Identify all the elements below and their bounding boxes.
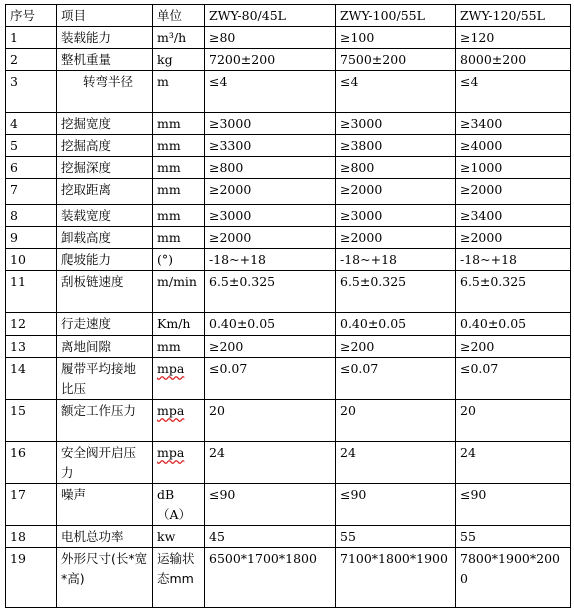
row-no: 6 <box>6 157 57 179</box>
row-unit: mm <box>153 113 205 135</box>
row-item: 离地间隙 <box>57 336 153 358</box>
row-value: 24 <box>205 442 336 484</box>
row-no: 5 <box>6 135 57 157</box>
row-value: ≥1000 <box>456 157 571 179</box>
table-row <box>6 336 571 358</box>
row-item: 刮板链速度 <box>57 271 153 313</box>
row-value: ≤90 <box>336 484 456 526</box>
row-unit: mm <box>153 157 205 179</box>
row-item: 挖掘宽度 <box>57 113 153 135</box>
header-row <box>6 5 571 27</box>
row-value: ≥3800 <box>336 135 456 157</box>
row-value: ≤90 <box>456 484 571 526</box>
table-row <box>6 71 571 113</box>
row-unit: mm <box>153 336 205 358</box>
row-value: ≥2000 <box>205 179 336 205</box>
row-no: 2 <box>6 49 57 71</box>
row-unit: (°) <box>153 249 205 271</box>
table-row <box>6 135 571 157</box>
row-value: 20 <box>456 400 571 442</box>
header-unit: 单位 <box>153 5 205 27</box>
row-unit: m/min <box>153 271 205 313</box>
row-unit: mm <box>153 179 205 205</box>
row-value: ≤0.07 <box>205 358 336 400</box>
row-value: -18~+18 <box>456 249 571 271</box>
row-value: ≥200 <box>205 336 336 358</box>
row-no: 14 <box>6 358 57 400</box>
row-value: 24 <box>456 442 571 484</box>
row-item: 电机总功率 <box>57 526 153 548</box>
row-no: 15 <box>6 400 57 442</box>
row-value: ≥2000 <box>336 179 456 205</box>
header-no: 序号 <box>6 5 57 27</box>
row-value: ≥2000 <box>205 227 336 249</box>
row-value: -18~+18 <box>336 249 456 271</box>
row-value: ≥120 <box>456 27 571 49</box>
row-value: 6.5±0.325 <box>336 271 456 313</box>
row-value: ≤0.07 <box>336 358 456 400</box>
row-value: ≥3400 <box>456 205 571 227</box>
header-model-2: ZWY-100/55L <box>336 5 456 27</box>
table-row <box>6 27 571 49</box>
row-value: ≥2000 <box>456 179 571 205</box>
row-item: 挖取距离 <box>57 179 153 205</box>
table-row <box>6 113 571 135</box>
row-value: -18~+18 <box>205 249 336 271</box>
row-value: ≥3000 <box>205 205 336 227</box>
table-row <box>6 179 571 205</box>
row-no: 7 <box>6 179 57 205</box>
row-value: 7500±200 <box>336 49 456 71</box>
row-no: 13 <box>6 336 57 358</box>
row-value: ≥800 <box>205 157 336 179</box>
row-unit: dB（A） <box>153 484 205 526</box>
table-row <box>6 227 571 249</box>
table-row <box>6 484 571 526</box>
row-unit: 运输状态mm <box>153 548 205 608</box>
unit-text: mpa <box>157 361 185 376</box>
row-unit: kw <box>153 526 205 548</box>
row-value: ≥3000 <box>205 113 336 135</box>
row-value: ≤4 <box>456 71 571 113</box>
row-value: 7800*1900*2000 <box>456 548 571 608</box>
row-no: 4 <box>6 113 57 135</box>
row-unit: mm <box>153 205 205 227</box>
row-value: ≥2000 <box>456 227 571 249</box>
row-value: 6500*1700*1800 <box>205 548 336 608</box>
row-no: 8 <box>6 205 57 227</box>
row-value: 24 <box>336 442 456 484</box>
row-no: 16 <box>6 442 57 484</box>
row-value: ≥200 <box>336 336 456 358</box>
table-row <box>6 205 571 227</box>
row-value: 7200±200 <box>205 49 336 71</box>
row-no: 10 <box>6 249 57 271</box>
table-row <box>6 249 571 271</box>
row-value: 6.5±0.325 <box>456 271 571 313</box>
row-unit: m <box>153 71 205 113</box>
row-unit: m³/h <box>153 27 205 49</box>
row-unit <box>153 400 205 442</box>
row-value: ≥3400 <box>456 113 571 135</box>
row-value: ≥4000 <box>456 135 571 157</box>
row-value: 0.40±0.05 <box>456 313 571 336</box>
row-item: 转弯半径 <box>57 71 153 113</box>
table-row <box>6 157 571 179</box>
row-value: ≤90 <box>205 484 336 526</box>
row-value: ≥2000 <box>336 227 456 249</box>
row-value: 6.5±0.325 <box>205 271 336 313</box>
row-value: ≤4 <box>336 71 456 113</box>
table-row <box>6 49 571 71</box>
row-no: 19 <box>6 548 57 608</box>
row-value: ≥3000 <box>336 113 456 135</box>
header-model-3: ZWY-120/55L <box>456 5 571 27</box>
row-no: 12 <box>6 313 57 336</box>
row-item: 行走速度 <box>57 313 153 336</box>
row-value: 7100*1800*1900 <box>336 548 456 608</box>
row-no: 18 <box>6 526 57 548</box>
row-item: 履带平均接地比压 <box>57 358 153 400</box>
header-model-1: ZWY-80/45L <box>205 5 336 27</box>
row-no: 9 <box>6 227 57 249</box>
row-value: 45 <box>205 526 336 548</box>
row-item: 爬坡能力 <box>57 249 153 271</box>
row-item: 额定工作压力 <box>57 400 153 442</box>
row-value: ≥100 <box>336 27 456 49</box>
row-no: 3 <box>6 71 57 113</box>
unit-text: mpa <box>157 445 185 460</box>
table-row <box>6 313 571 336</box>
row-item: 噪声 <box>57 484 153 526</box>
row-value: ≥200 <box>456 336 571 358</box>
row-item: 整机重量 <box>57 49 153 71</box>
row-value: ≥80 <box>205 27 336 49</box>
spec-table <box>5 4 571 608</box>
row-item: 装载能力 <box>57 27 153 49</box>
row-unit <box>153 442 205 484</box>
row-unit: mm <box>153 227 205 249</box>
table-row <box>6 442 571 484</box>
row-value: 0.40±0.05 <box>336 313 456 336</box>
row-value: 55 <box>456 526 571 548</box>
row-item: 外形尺寸(长*宽*高) <box>57 548 153 608</box>
row-item: 挖掘高度 <box>57 135 153 157</box>
row-value: 20 <box>205 400 336 442</box>
row-value: ≤4 <box>205 71 336 113</box>
table-row <box>6 400 571 442</box>
header-item: 项目 <box>57 5 153 27</box>
row-no: 1 <box>6 27 57 49</box>
row-no: 11 <box>6 271 57 313</box>
row-unit: kg <box>153 49 205 71</box>
row-no: 17 <box>6 484 57 526</box>
table-row <box>6 358 571 400</box>
row-value: ≤0.07 <box>456 358 571 400</box>
table-row <box>6 548 571 608</box>
table-row <box>6 526 571 548</box>
row-value: 0.40±0.05 <box>205 313 336 336</box>
row-value: 55 <box>336 526 456 548</box>
row-unit: mm <box>153 135 205 157</box>
row-value: 8000±200 <box>456 49 571 71</box>
row-unit: Km/h <box>153 313 205 336</box>
row-value: ≥3000 <box>336 205 456 227</box>
row-value: 20 <box>336 400 456 442</box>
row-value: ≥3300 <box>205 135 336 157</box>
unit-text: mpa <box>157 403 185 418</box>
row-item: 装载宽度 <box>57 205 153 227</box>
table-row <box>6 271 571 313</box>
row-item: 挖掘深度 <box>57 157 153 179</box>
row-value: ≥800 <box>336 157 456 179</box>
row-item: 卸载高度 <box>57 227 153 249</box>
row-item: 安全阀开启压力 <box>57 442 153 484</box>
row-unit <box>153 358 205 400</box>
